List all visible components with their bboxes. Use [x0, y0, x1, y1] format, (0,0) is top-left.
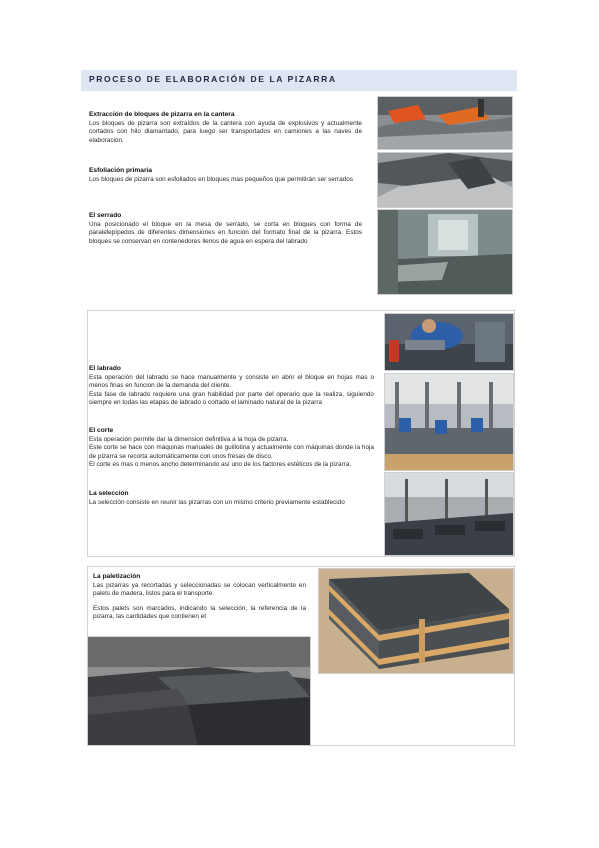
- section-title: Esfoliación primaria: [89, 167, 153, 174]
- section-title: La selección: [89, 490, 129, 497]
- section-labrado: [89, 365, 374, 408]
- section-title: La paletización: [93, 573, 141, 580]
- splitting-worker-photo: [384, 313, 514, 371]
- section-text: Esta operación permite dar la dimension definitiva a la hoja de pizarra.: [89, 435, 289, 443]
- section-title: El serrado: [89, 212, 122, 219]
- section-serrado: [89, 212, 362, 246]
- section-title: El corte: [89, 427, 114, 434]
- workshop-photo: [384, 373, 514, 471]
- section-text: Las pizarras ya recortadas y seleccionadas se colocan verticalmente en palets de madera, listos para el transporte.: [93, 581, 306, 598]
- pallet-photo: [318, 568, 514, 674]
- page-title: PROCESO DE ELABORACIÓN DE LA PIZARRA: [89, 74, 337, 84]
- section-esfoliacion: [89, 167, 362, 184]
- section-text: El corte es mas o menos ancho determinando así uno de los factores estéticos de la pizarra.: [89, 461, 352, 469]
- splitting-photo: [377, 152, 513, 208]
- quarry-photo: [377, 96, 513, 150]
- section-text: Esta operación del labrado se hace manualmente y consiste en abrir el bloque en hojas mas o menos finas en funcion de la demanda del cliente.: [89, 373, 374, 390]
- section-paletizacion: [93, 573, 306, 622]
- section-text: Estos palets son marcados, indicando la selección, la referencia de la pizarra, las cantidades que contienen et: [93, 604, 306, 621]
- section-text: Esta fase de labrado requiere una gran habilidad por parte del operario que la realiza, siguiendo siempre en todas las etapas de labrado o cortado el laminado natural de la pizarra: [89, 390, 374, 407]
- section-title: Extracción de bloques de pizarra en la cantera: [89, 111, 235, 118]
- section-seleccion: [89, 490, 374, 507]
- section-title: El labrado: [89, 365, 121, 372]
- section-text: Una posicionado el bloque en la mesa de serrado, se corta en bloques con forma de paralelepípedos de diferentes dimensiones en función del formato final de la pizarra. Estos bloques se conservan en contenedores llenos de agua en espera del labrado: [89, 220, 362, 245]
- sawing-photo: [377, 209, 513, 295]
- section-text: Los bloques de pizarra son extraídos de la cantera con ayuda de explosivos y actualmente cortados con hilo diamantado, para luego ser transportados en camiones a las naves de elaboración.: [89, 119, 362, 144]
- section-text: Este corte se hace con máquinas manuales de guillotina y actualmente con máquinas donde la hoja de pizarra se recorta automáticamente con unos fresas de disco.: [89, 444, 374, 460]
- selection-line-photo: [384, 472, 514, 556]
- section-text: Los bloques de pizarra son esfoliados en bloques mas pequeños que permitirán ser serrados: [89, 175, 353, 183]
- section-extraccion: [89, 111, 362, 145]
- header-band: [81, 70, 517, 91]
- section-text: La selección consiste en reunir las pizarras con un mismo criterio previamente establecido: [89, 498, 345, 506]
- slate-stack-photo: [87, 636, 311, 746]
- section-corte: [89, 427, 374, 470]
